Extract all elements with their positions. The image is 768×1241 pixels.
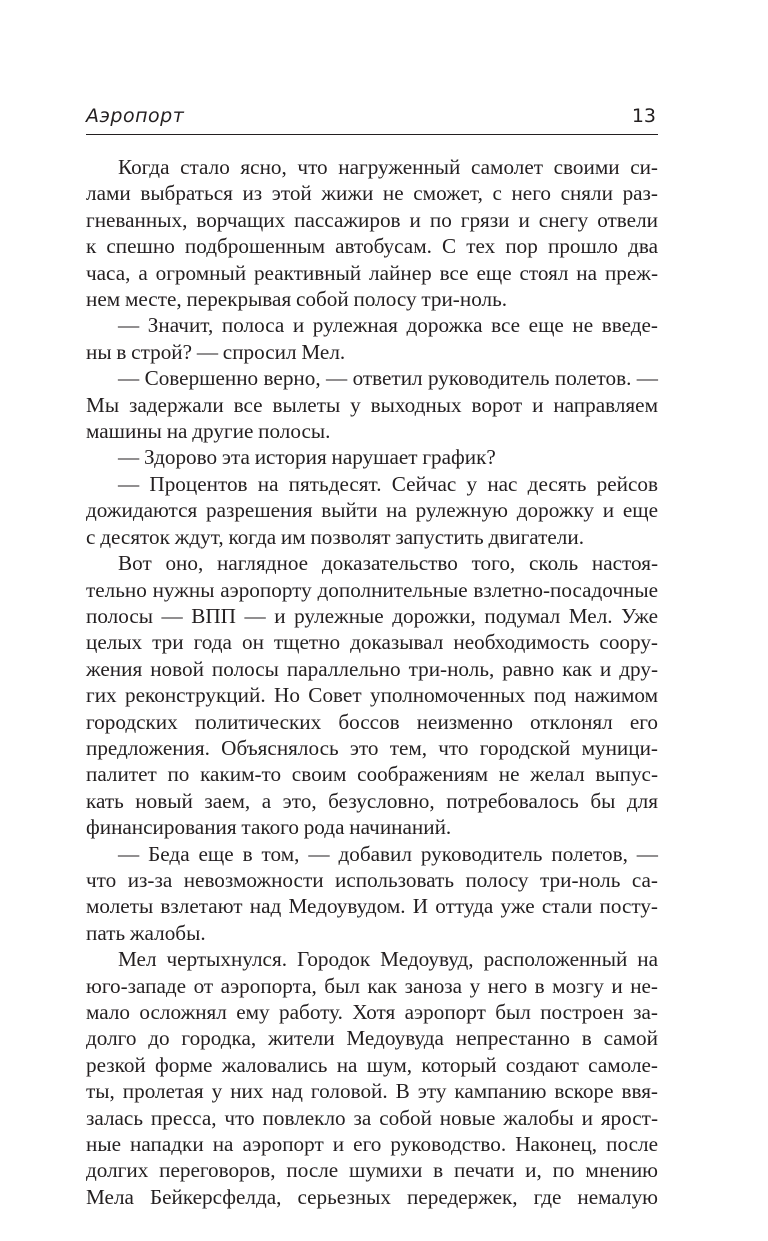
text-line: к спешно подброшенным автобусам. С тех пор прошло два — [86, 234, 658, 259]
text-line: с десяток ждут, когда им позволят запустить двигатели. — [86, 524, 585, 549]
text-line: Когда стало ясно, что нагруженный самолет своими си- — [118, 155, 658, 179]
text-line: полосы — ВПП — и рулежные дорожки, подумал Мел. Уже — [86, 603, 658, 628]
paragraph — [86, 444, 658, 470]
paragraph — [86, 550, 658, 840]
text-line: ны в строй? — спросил Мел. — [86, 339, 346, 364]
text-line: Мы задержали все вылеты у выходных ворот и направляем — [86, 392, 658, 417]
text-line: гневанных, ворчащих пассажиров и по грязи и снегу отвели — [86, 207, 658, 232]
text-line: — Процентов на пятьдесят. Сейчас у нас десять рейсов — [118, 471, 658, 496]
text-line: — Здорово эта история нарушает график? — [118, 445, 496, 470]
running-title: Аэропорт — [86, 105, 185, 127]
text-line: целых три года он тщетно доказывал необходимость соору- — [86, 630, 658, 655]
text-line: молеты взлетают над Медоувудом. И оттуда уже стали посту- — [86, 894, 658, 919]
text-line: финансирования такого рода начинаний. — [86, 815, 452, 840]
paragraph — [86, 154, 658, 312]
text-line: залась пресса, что повлекло за собой новые жалобы и ярост- — [86, 1105, 658, 1130]
text-line: ты, пролетая у них над головой. В эту кампанию вскоре ввя- — [86, 1079, 658, 1104]
text-line: Мела Бейкерсфелда, серьезных передержек, где немалую — [86, 1184, 658, 1209]
running-header — [86, 104, 658, 135]
text-line: долгих переговоров, после шумихи в печати и, по мнению — [86, 1158, 658, 1183]
body-text — [86, 154, 658, 1210]
text-line: кать новый заем, а это, безусловно, потребовалось бы для — [86, 788, 658, 813]
text-line: Вот оно, наглядное доказательство того, сколь настоя- — [118, 551, 658, 576]
text-line: — Совершенно верно, — ответил руководитель полетов. — — [118, 366, 658, 391]
text-line: жения новой полосы параллельно три-ноль, равно как и дру- — [86, 656, 658, 681]
paragraph — [86, 365, 658, 444]
paragraph — [86, 841, 658, 947]
text-line: лами выбраться из этой жижи не сможет, с него сняли раз- — [86, 181, 658, 206]
text-line: пать жалобы. — [86, 920, 206, 945]
text-line: мало осложнял ему работу. Хотя аэропорт был построен за- — [86, 1000, 658, 1024]
paragraph — [86, 471, 658, 550]
paragraph — [86, 946, 658, 1210]
text-line: дожидаются разрешения выйти на рулежную дорожку и еще — [86, 498, 658, 523]
page-number: 13 — [631, 105, 656, 127]
text-line: юго-западе от аэропорта, был как заноза у него в мозгу и не- — [86, 973, 658, 998]
text-line: городских политических боссов неизменно отклонял его — [86, 709, 658, 734]
text-line: — Значит, полоса и рулежная дорожка все еще не введе- — [118, 313, 658, 338]
paragraph — [86, 312, 658, 365]
text-line: тельно нужны аэропорту дополнительные взлетно-посадочные — [86, 577, 658, 602]
text-line: гих реконструкций. Но Совет уполномоченных под нажимом — [86, 683, 658, 708]
text-line: ные нападки на аэропорт и его руководство. Наконец, после — [86, 1132, 658, 1157]
text-line: долго до городка, жители Медоувуда непрестанно в самой — [86, 1026, 658, 1051]
text-line: что из-за невозможности использовать полосу три-ноль са- — [86, 867, 658, 892]
text-line: Мел чертыхнулся. Городок Медоувуд, расположенный на — [118, 947, 658, 972]
text-line: часа, а огромный реактивный лайнер все еще стоял на преж- — [86, 260, 658, 285]
text-line: предложения. Объяснялось это тем, что городской муници- — [86, 735, 658, 760]
text-line: резкой форме жаловались на шум, который создают самоле- — [86, 1052, 658, 1077]
text-line: нем месте, перекрывая собой полосу три-ноль. — [86, 287, 508, 312]
text-line: палитет по каким-то своим соображениям не желал выпус- — [86, 762, 658, 787]
text-line: машины на другие полосы. — [86, 419, 331, 444]
text-line: — Беда еще в том, — добавил руководитель полетов, — — [118, 841, 658, 866]
